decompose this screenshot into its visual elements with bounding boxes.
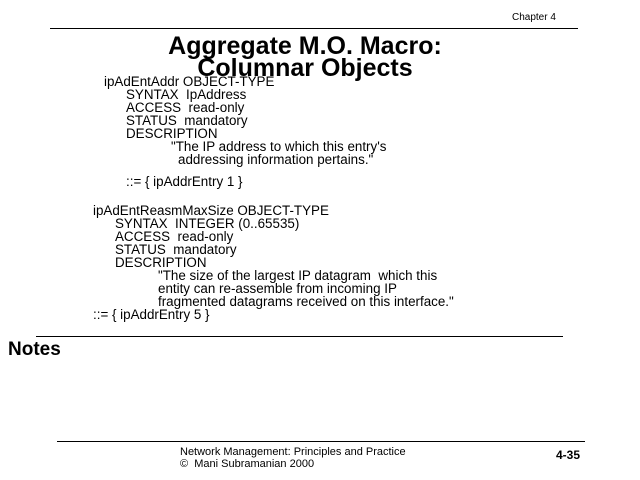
description-text-line: fragmented datagrams received on this interface."	[158, 294, 454, 309]
oid-assignment-line: ::= { ipAddrEntry 1 }	[126, 174, 243, 189]
access-line: ACCESS read-only	[115, 229, 234, 244]
oid-assignment-line: ::= { ipAddrEntry 5 }	[93, 307, 210, 322]
slide-title-line-1: Aggregate M.O. Macro:	[168, 32, 442, 60]
access-line: ACCESS read-only	[126, 100, 245, 115]
status-line: STATUS mandatory	[115, 242, 237, 257]
footer-copyright: © Mani Subramanian 2000	[180, 458, 315, 470]
status-line: STATUS mandatory	[126, 113, 248, 128]
page-number: 4-35	[556, 448, 581, 462]
notes-heading: Notes	[8, 339, 61, 360]
description-label: DESCRIPTION	[115, 255, 207, 270]
header-divider	[50, 28, 578, 29]
slide-title-line-2: Columnar Objects	[197, 54, 413, 82]
description-text-line: "The size of the largest IP datagram which this	[158, 268, 438, 283]
object-type-line: ipAdEntAddr OBJECT-TYPE	[104, 74, 275, 89]
description-label: DESCRIPTION	[126, 126, 218, 141]
syntax-line: SYNTAX INTEGER (0..65535)	[115, 216, 300, 231]
footer-book-title: Network Management: Principles and Practice	[180, 446, 406, 458]
chapter-label: Chapter 4	[512, 12, 556, 23]
description-text-line: entity can re-assemble from incoming IP	[158, 281, 397, 296]
description-text-line: addressing information pertains."	[178, 152, 374, 167]
footer-divider	[57, 441, 585, 442]
object-type-line: ipAdEntReasmMaxSize OBJECT-TYPE	[93, 203, 329, 218]
description-text-line: "The IP address to which this entry's	[171, 139, 387, 154]
syntax-line: SYNTAX IpAddress	[126, 87, 247, 102]
notes-divider	[36, 336, 563, 337]
